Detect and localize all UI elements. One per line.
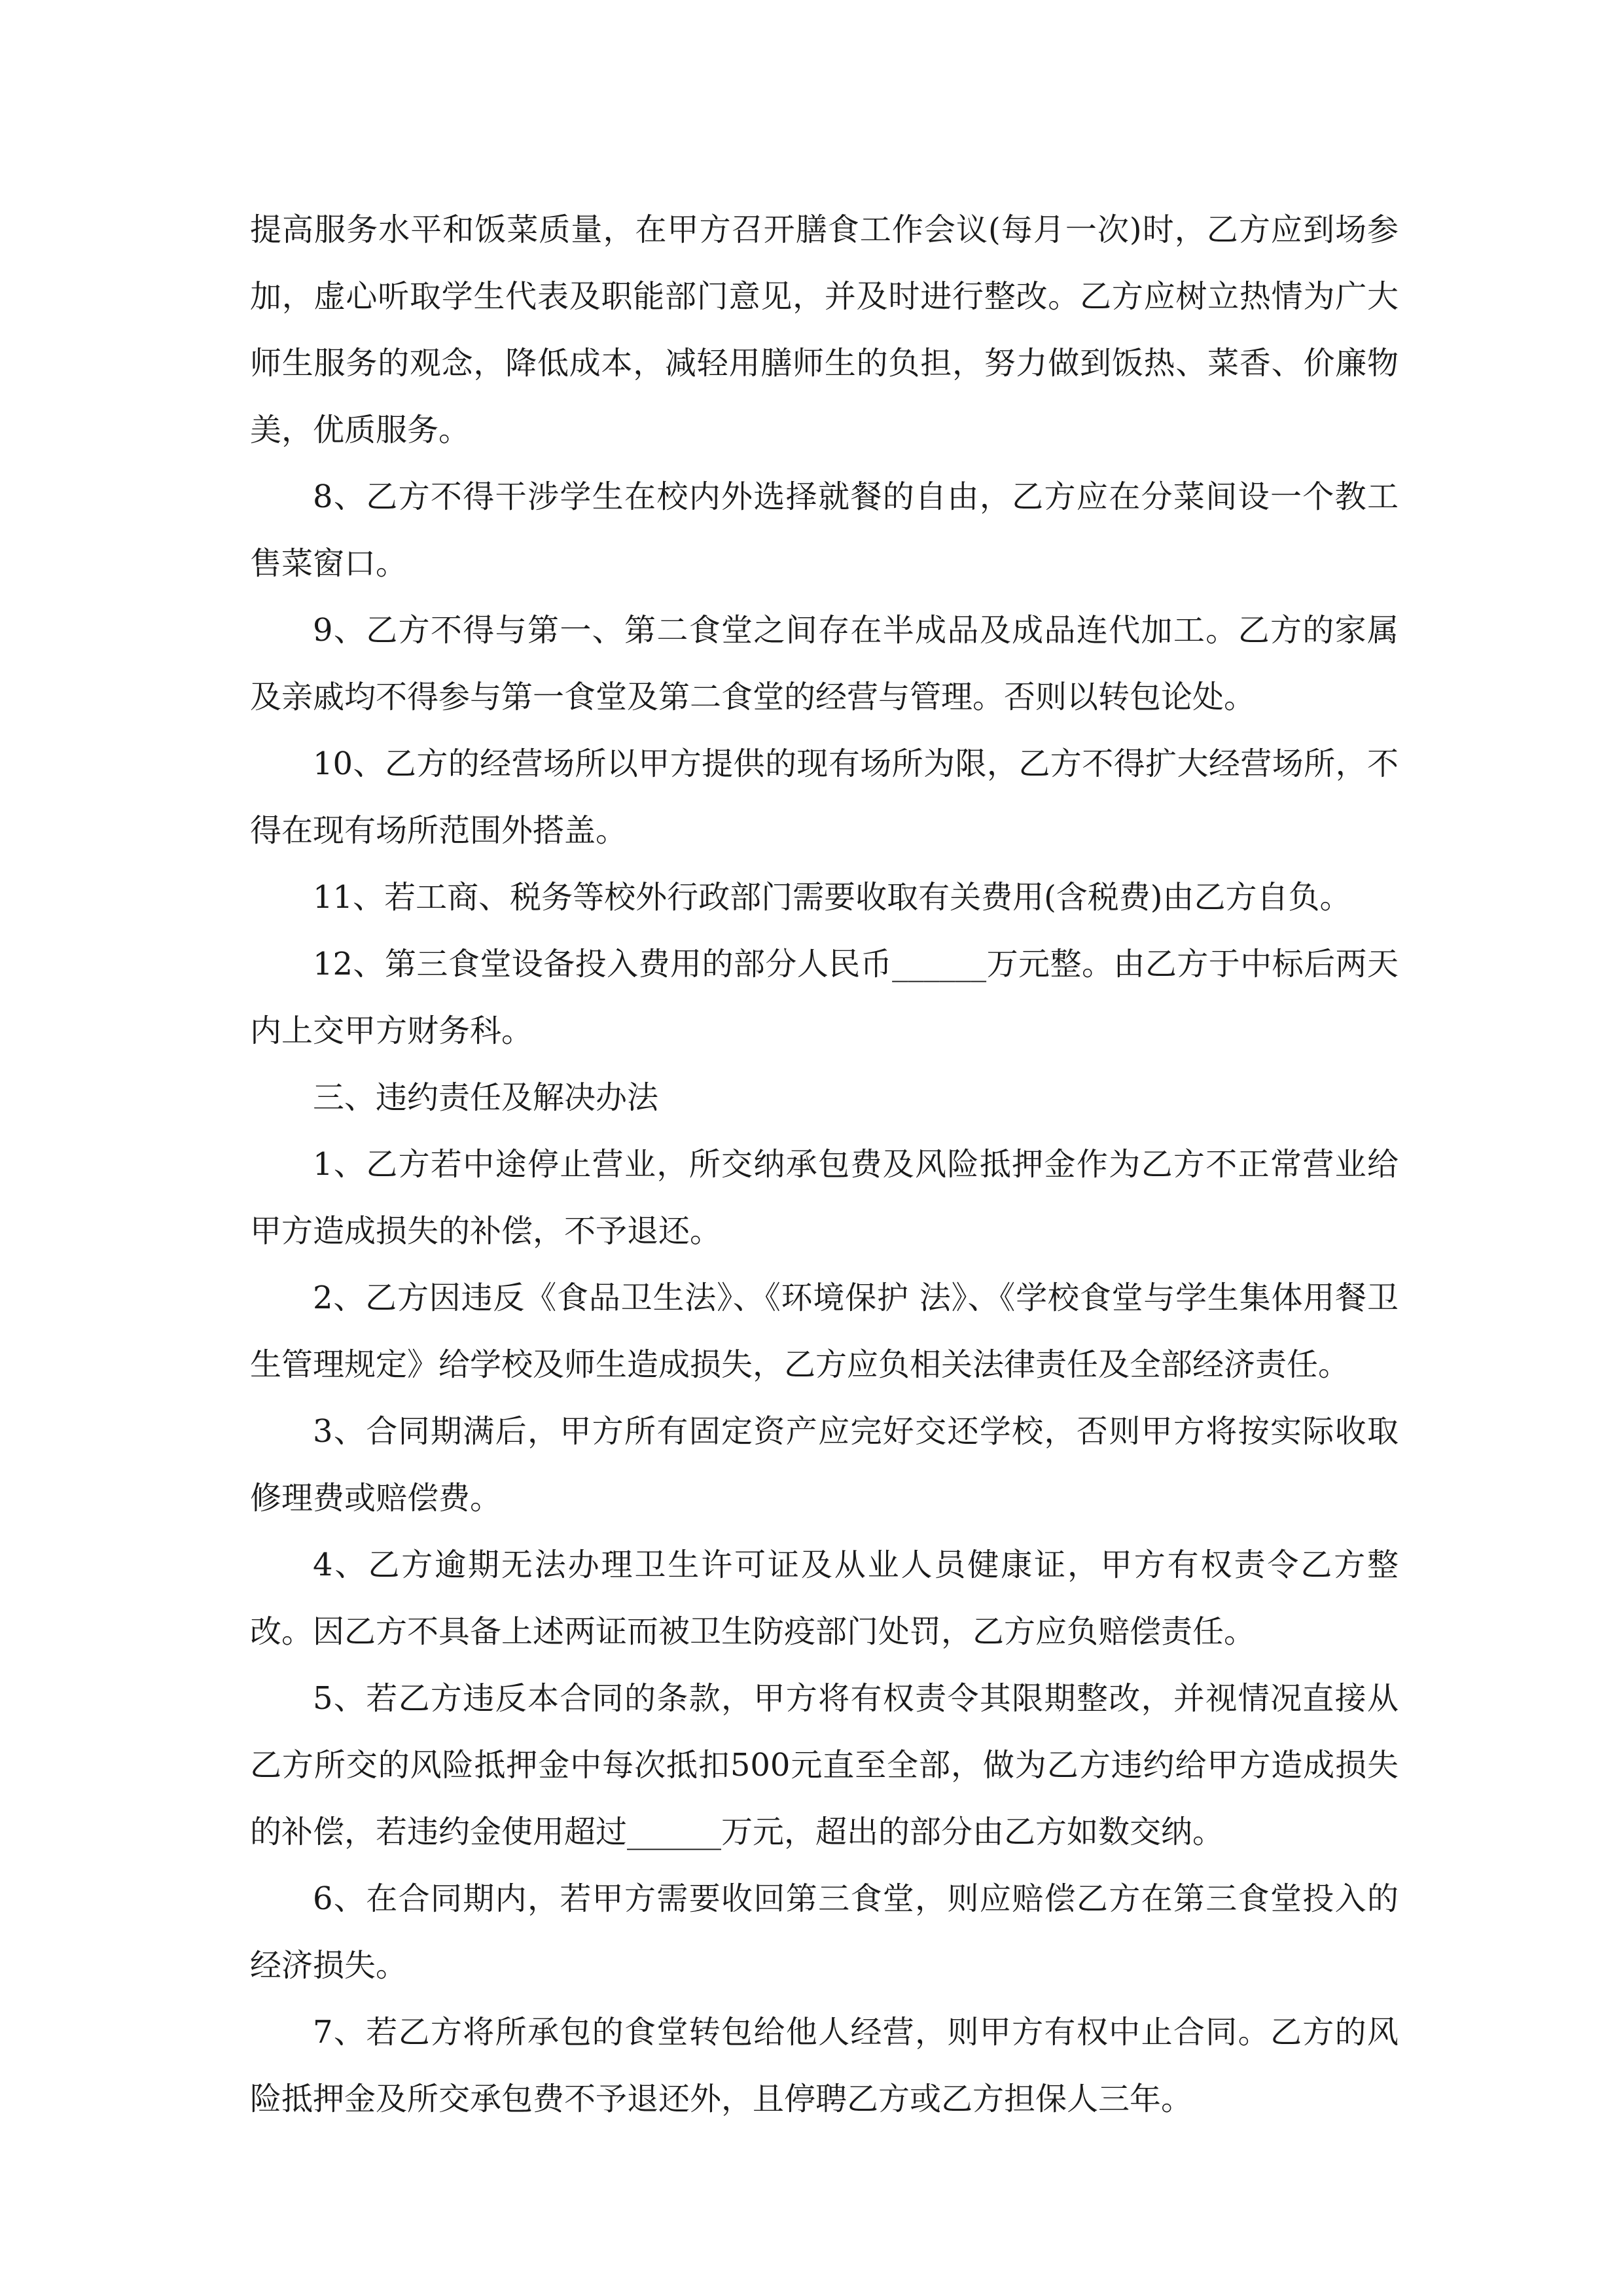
paragraph-continued: 提高服务水平和饭菜质量，在甲方召开膳食工作会议(每月一次)时，乙方应到场参加，虚心听取学生代表及职能部门意见，并及时进行整改。乙方应树立热情为广大师生服务的观念，降低成本，减轻用膳师生的负担，努力做到饭热、菜香、价廉物美，优质服务。 <box>250 211 1399 448</box>
document-page <box>250 196 1399 2132</box>
clause-2-12: 12、第三食堂设备投入费用的部分人民币______万元整。由乙方于中标后两天内上交甲方财务科。 <box>250 946 1399 1049</box>
clause-3-1: 1、乙方若中途停止营业，所交纳承包费及风险抵押金作为乙方不正常营业给甲方造成损失的补偿，不予退还。 <box>250 1146 1399 1249</box>
clause-3-4: 4、乙方逾期无法办理卫生许可证及从业人员健康证，甲方有权责令乙方整改。因乙方不具备上述两证而被卫生防疫部门处罚，乙方应负赔偿责任。 <box>250 1547 1399 1650</box>
clause-3-3: 3、合同期满后，甲方所有固定资产应完好交还学校，否则甲方将按实际收取修理费或赔偿费。 <box>250 1413 1399 1516</box>
clause-2-9: 9、乙方不得与第一、第二食堂之间存在半成品及成品连代加工。乙方的家属及亲戚均不得参与第一食堂及第二食堂的经营与管理。否则以转包论处。 <box>250 612 1399 715</box>
clause-2-10: 10、乙方的经营场所以甲方提供的现有场所为限，乙方不得扩大经营场所，不得在现有场所范围外搭盖。 <box>250 745 1399 849</box>
section-heading-3: 三、违约责任及解决办法 <box>313 1079 659 1116</box>
clause-2-11: 11、若工商、税务等校外行政部门需要收取有关费用(含税费)由乙方自负。 <box>313 879 1351 916</box>
clause-3-5: 5、若乙方违反本合同的条款，甲方将有权责令其限期整改，并视情况直接从乙方所交的风险抵押金中每次抵扣500元直至全部，做为乙方违约给甲方造成损失的补偿，若违约金使用超过______万元，超出的部分由乙方如数交纳。 <box>250 1680 1399 1850</box>
clause-3-7: 7、若乙方将所承包的食堂转包给他人经营，则甲方有权中止合同。乙方的风险抵押金及所交承包费不予退还外，且停聘乙方或乙方担保人三年。 <box>250 2014 1399 2117</box>
clause-3-2: 2、乙方因违反《食品卫生法》、《环境保护 法》、《学校食堂与学生集体用餐卫生管理规定》给学校及师生造成损失，乙方应负相关法律责任及全部经济责任。 <box>250 1280 1399 1383</box>
clause-2-8: 8、乙方不得干涉学生在校内外选择就餐的自由，乙方应在分菜间设一个教工售菜窗口。 <box>250 478 1399 582</box>
clause-3-6: 6、在合同期内，若甲方需要收回第三食堂，则应赔偿乙方在第三食堂投入的经济损失。 <box>250 1880 1399 1984</box>
